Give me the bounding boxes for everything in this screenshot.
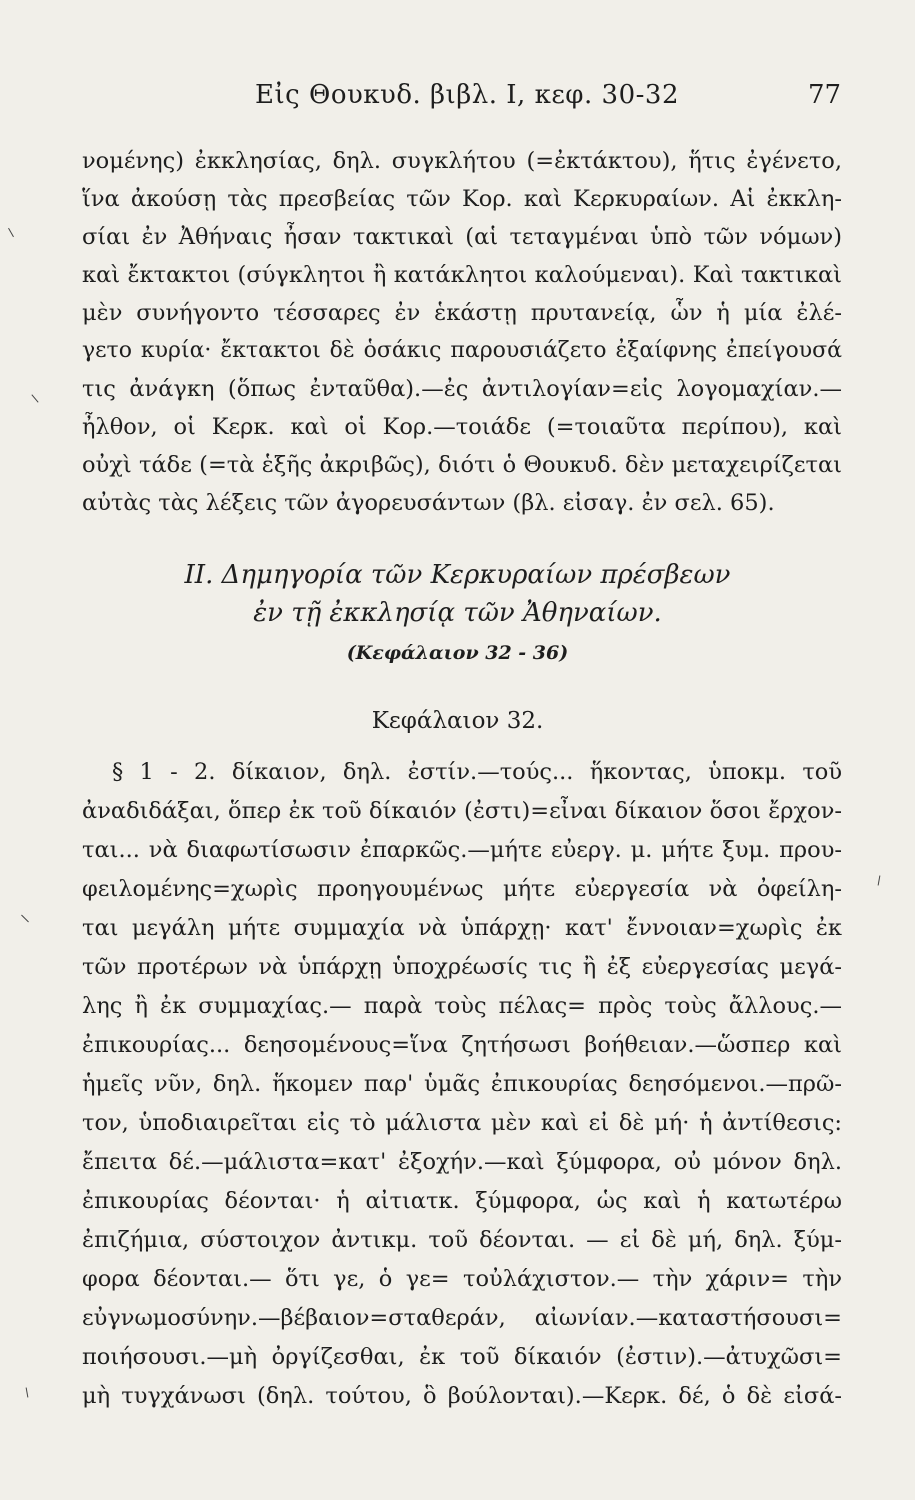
text-line: μὴ τυγχάνωσι (δηλ. τούτου, ὃ βούλονται).—Κερκ. δέ, ὁ δὲ εἰσά- [82,1383,842,1409]
text-line: ἐπιζήμια, σύστοιχον ἀντικμ. τοῦ δέονται. — εἰ δὲ μή, δηλ. ξύμ- [82,1227,842,1253]
text-line: ἦλθον, οἱ Κερκ. καὶ οἱ Κορ.—τοιάδε (=τοιαῦτα περίπου), καὶ [82,414,842,440]
margin-mark [21,915,29,923]
text-line: λης ἢ ἐκ συμμαχίας.— παρὰ τοὺς πέλας= πρὸς τοὺς ἄλλους.— [82,993,842,1019]
text-line: οὐχὶ τάδε (=τὰ ἑξῆς ἀκριβῶς), διότι ὁ Θουκυδ. δὲν μεταχειρίζεται [82,452,842,478]
text-line: ἵνα ἀκούσῃ τὰς πρεσβείας τῶν Κορ. καὶ Κερκυραίων. Αἱ ἐκκλη- [82,186,842,212]
text-line: ἡμεῖς νῦν, δηλ. ἥκομεν παρ' ὑμᾶς ἐπικουρίας δεησόμενοι.—πρῶ- [82,1071,842,1097]
text-line: ἐπικουρίας... δεησομένους=ἵνα ζητήσωσι βοήθειαν.—ὥσπερ καὶ [82,1032,842,1058]
text-line: ἀναδιδάξαι, ὅπερ ἐκ τοῦ δίκαιόν (ἐστι)=εἶναι δίκαιον ὅσοι ἔρχον- [82,798,842,824]
margin-mark [878,875,881,885]
chapters-range: (Κεφάλαιον 32 - 36) [346,642,569,664]
text-line: ται... νὰ διαφωτίσωσιν ἐπαρκῶς.—μήτε εὐεργ. μ. μήτε ξυμ. πρου- [82,837,842,863]
text-line: τις ἀνάγκη (ὅπως ἐνταῦθα).—ἐς ἀντιλογίαν=εἰς λογομαχίαν.— [82,376,842,402]
text-line: τῶν προτέρων νὰ ὑπάρχῃ ὑποχρέωσίς τις ἢ ἐξ εὐεργεσίας μεγά- [82,954,842,980]
running-head [0,80,915,120]
margin-mark [8,228,14,237]
text-line: νομένης) ἐκκλησίας, δηλ. συγκλήτου (=ἐκτάκτου), ἥτις ἐγένετο, [82,148,842,174]
text-line: ἐπικουρίας δέονται· ἡ αἰτιατκ. ξύμφορα, ὡς καὶ ἡ κατωτέρω [82,1188,842,1214]
text-line: εὐγνωμοσύνην.—βέβαιον=σταθεράν, αἰωνίαν.—καταστήσουσι= [82,1305,842,1331]
text-line: τον, ὑποδιαιρεῖται εἰς τὸ μάλιστα μὲν καὶ εἰ δὲ μή· ἡ ἀντίθεσις: [82,1110,842,1136]
text-line: ται μεγάλη μήτε συμμαχία νὰ ὑπάρχῃ· κατ' ἔννοιαν=χωρὶς ἐκ [82,915,842,941]
chapter-title: Κεφάλαιον 32. [371,708,544,734]
text-line: σίαι ἐν Ἀθήναις ἦσαν τακτικαὶ (αἱ τεταγμέναι ὑπὸ τῶν νόμων) [82,224,842,250]
page-number: 77 [808,80,842,110]
text-line: καὶ ἔκτακτοι (σύγκλητοι ἢ κατάκλητοι καλούμεναι). Καὶ τακτικαὶ [82,262,842,288]
text-line: αὐτὰς τὰς λέξεις τῶν ἀγορευσάντων (βλ. εἰσαγ. ἐν σελ. 65). [82,490,775,516]
margin-mark [31,394,38,402]
running-head-title: Εἰς Θουκυδ. βιβλ. I, κεφ. 30-32 [255,80,679,110]
text-line: μὲν συνήγοντο τέσσαρες ἐν ἑκάστῃ πρυτανείᾳ, ὧν ἡ μία ἐλέ- [82,300,842,326]
text-line: φορα δέονται.— ὅτι γε, ὁ γε= τοὐλάχιστον.— τὴν χάριν= τὴν [82,1266,842,1292]
text-line: ποιήσουσι.—μὴ ὀργίζεσθαι, ἐκ τοῦ δίκαιόν (ἐστιν).—ἀτυχῶσι= [82,1344,842,1370]
margin-mark [26,1387,29,1397]
text-line: ἔπειτα δέ.—μάλιστα=κατ' ἐξοχήν.—καὶ ξύμφορα, οὐ μόνον δηλ. [82,1149,842,1175]
text-line: γετο κυρία· ἔκτακτοι δὲ ὁσάκις παρουσιάζετο ἐξαίφνης ἐπείγουσά [82,338,842,363]
section-heading: II. Δημηγορία τῶν Κερκυραίων πρέσβεων [184,560,731,590]
text-line: φειλομένης=χωρὶς προηγουμένως μήτε εὐεργεσία νὰ ὀφείλη- [82,876,842,902]
section-heading-line2: ἐν τῇ ἐκκλησίᾳ τῶν Ἀθηναίων. [253,598,662,628]
text-line: § 1 - 2. δίκαιον, δηλ. ἐστίν.—τούς... ἥκοντας, ὑποκμ. τοῦ [112,759,842,785]
